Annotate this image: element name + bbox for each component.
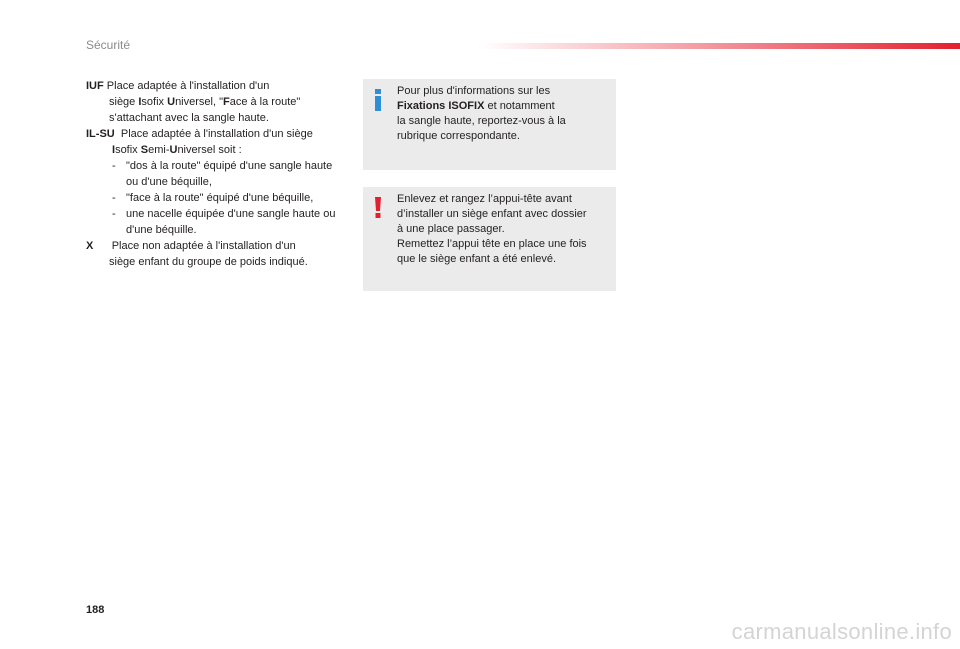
warning-text: Enlevez et rangez l’appui-tête avant d’installer un siège enfant avec dossier à une place passager. Remettez l’appui tête en place une fois que le siège enfant a été enlevé. [397, 193, 587, 265]
x-line-2: siège enfant du groupe de poids indiqué. [109, 256, 308, 268]
iuf-line-2: siège Isofix Universel, "Face à la route" [109, 96, 301, 108]
iuf-line-1: Place adaptée à l'installation d'un [106, 80, 270, 92]
iuf-line-3: s'attachant avec la sangle haute. [109, 112, 269, 124]
definitions-list [86, 78, 346, 270]
term-x: X [86, 240, 94, 252]
definition-x [86, 238, 346, 270]
watermark: carmanualsonline.info [731, 619, 952, 644]
section-title: Sécurité [86, 38, 131, 52]
term-iuf: IUF [86, 80, 104, 92]
bullet-item: - une nacelle équipée d'une sangle haute ou d'une béquille. [112, 208, 336, 236]
bullet-item: - "face à la route" équipé d'une béquille, [112, 192, 314, 204]
header-accent-line [480, 43, 960, 49]
info-box [363, 79, 616, 170]
info-icon [371, 89, 385, 111]
definition-il-su [86, 126, 346, 238]
term-il-su: IL-SU [86, 128, 115, 140]
page-number: 188 [86, 604, 105, 616]
il-su-line-1: Place adaptée à l'installation d'un siège [120, 128, 313, 140]
il-su-bullets [86, 158, 346, 238]
warning-box [363, 187, 616, 291]
il-su-line-2: Isofix Semi-Universel soit : [112, 144, 242, 156]
exclamation-icon [371, 197, 385, 219]
definition-iuf [86, 78, 346, 126]
x-line-1: Place non adaptée à l'installation d'un [111, 240, 296, 252]
bullet-item: - "dos à la route" équipé d'une sangle haute ou d'une béquille, [112, 160, 333, 188]
info-text: Pour plus d'informations sur les Fixations ISOFIX et notamment la sangle haute, reportez-vous à la rubrique correspondante. [397, 85, 566, 142]
